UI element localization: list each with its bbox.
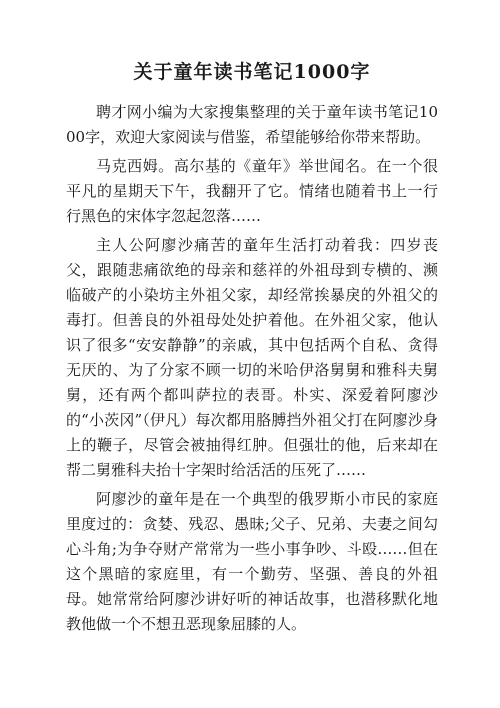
paragraph-opening: 马克西姆。高尔基的《童年》举世闻名。在一个很平凡的星期天下午，我翻开了它。情绪也随着书上一行行黑色的宋体字忽起忽落…… bbox=[66, 157, 438, 225]
paragraph-protagonist: 主人公阿廖沙痛苦的童年生活打动着我：四岁丧父，跟随悲痛欲绝的母亲和慈祥的外祖母到专横的、濒临破产的小染坊主外祖父家，却经常挨暴戾的外祖父的毒打。但善良的外祖母处处护着他。在外祖父家，他认识了很多“安安静静”的亲戚，其中包括两个自私、贪得无厌的、为了分家不顾一切的米哈伊洛舅舅和雅科夫舅舅，还有两个都叫萨拉的表哥。朴实、深爱着阿廖沙的“小茨冈”（伊凡）每次都用胳膊挡外祖父打在阿廖沙身上的鞭子，尽管会被抽得红肿。但强壮的他，后来却在帮二舅雅科夫抬十字架时给活活的压死了…… bbox=[66, 236, 438, 479]
paragraph-intro: 聘才网小编为大家搜集整理的关于童年读书笔记1000字，欢迎大家阅读与借鉴，希望能够给你带来帮助。 bbox=[66, 103, 438, 146]
paragraph-family: 阿廖沙的童年是在一个典型的俄罗斯小市民的家庭里度过的：贪婪、残忍、愚昧;父子、兄弟、夫妻之间勾心斗角;为争夺财产常常为一些小事争吵、斗殴……但在这个黑暗的家庭里，有一个勤劳、坚强、善良的外祖母。她常常给阿廖沙讲好听的神话故事，也潜移默化地教他做一个不想丑恶现象屈膝的人。 bbox=[66, 490, 438, 633]
document-title: 关于童年读书笔记1000字 bbox=[133, 61, 371, 83]
